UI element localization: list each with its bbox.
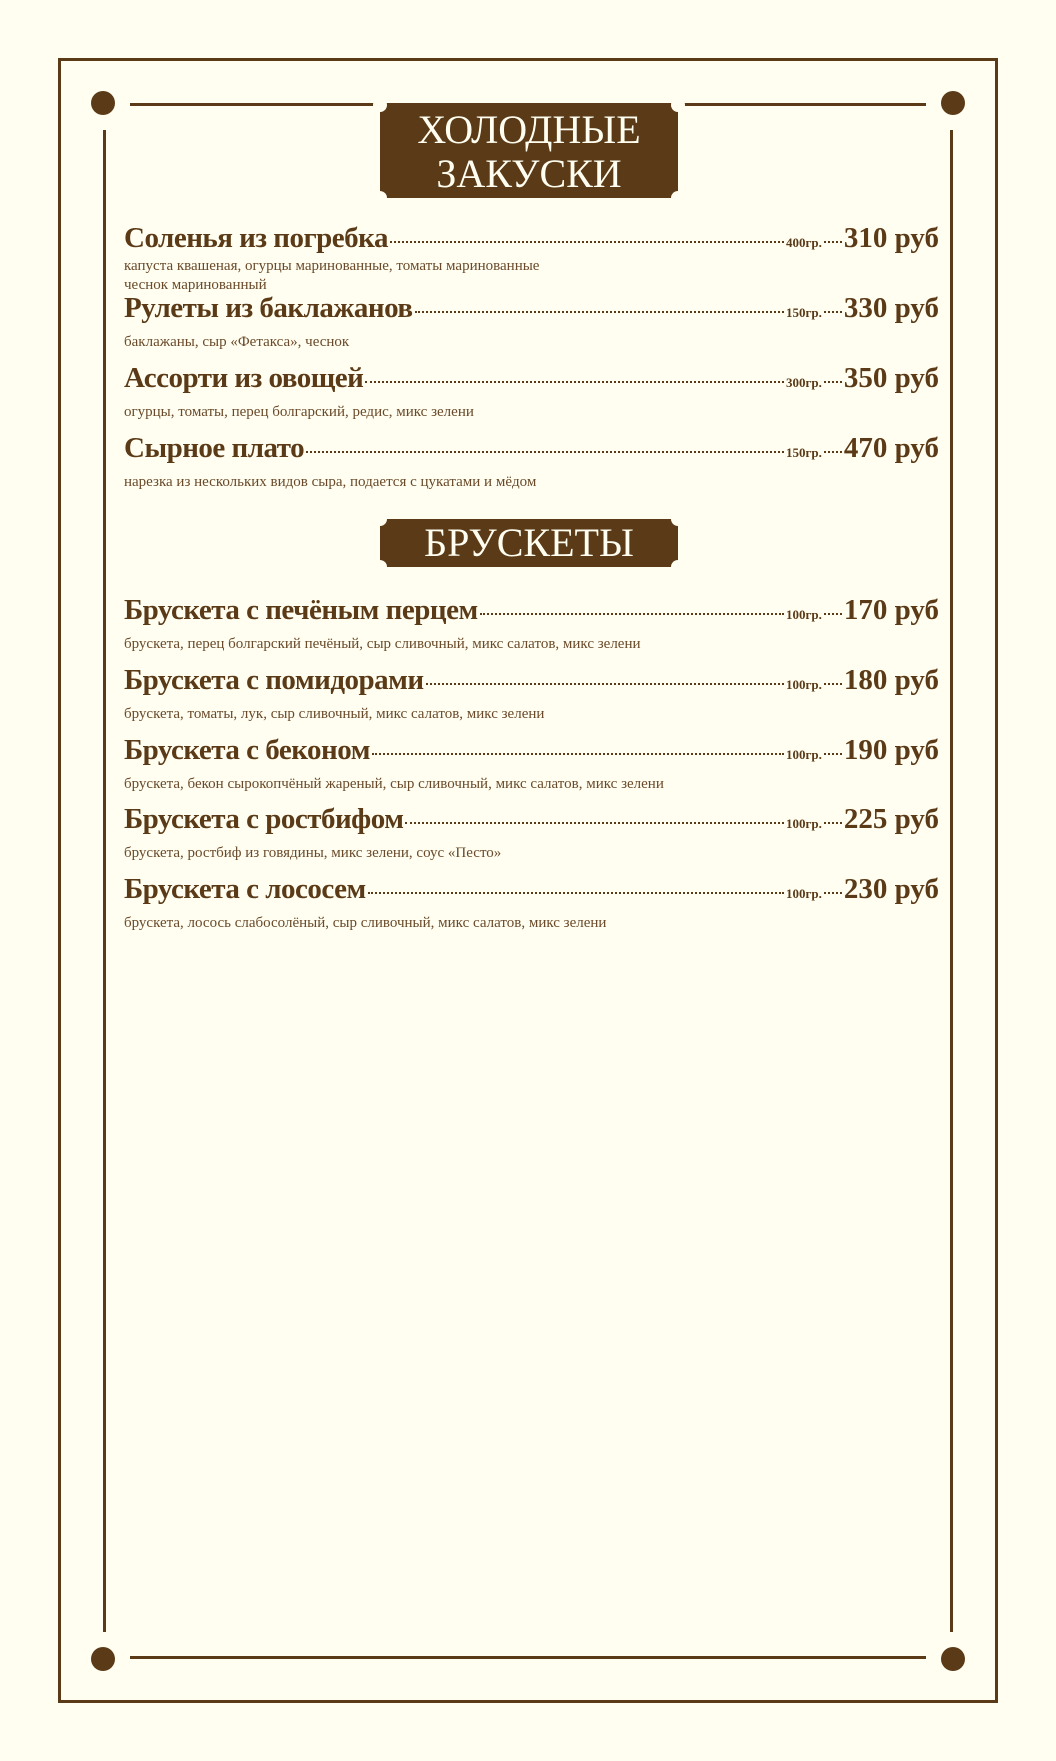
item-description: чеснок маринованный <box>124 277 267 293</box>
menu-item <box>124 432 939 492</box>
dot-leader <box>824 381 842 383</box>
menu-item <box>124 222 939 295</box>
menu-item <box>124 803 939 863</box>
item-name: Брускета с помидорами <box>124 664 424 696</box>
item-weight: 100гр. <box>785 677 822 692</box>
item-name: Брускета с ростбифом <box>124 803 404 835</box>
item-weight: 100гр. <box>785 747 822 762</box>
dot-leader <box>824 613 842 615</box>
item-name: Ассорти из овощей <box>124 362 364 394</box>
corner-ornament <box>91 91 115 115</box>
item-description: нарезка из нескольких видов сыра, подается с цукатами и мёдом <box>124 474 537 490</box>
menu-item <box>124 664 939 724</box>
item-price: 350 руб <box>843 362 939 394</box>
item-weight: 100гр. <box>785 607 822 622</box>
item-description: брускета, томаты, лук, сыр сливочный, микс салатов, микс зелени <box>124 706 545 722</box>
dot-leader <box>824 451 842 453</box>
section-title-line: БРУСКЕТЫ <box>424 520 634 565</box>
item-weight: 150гр. <box>785 445 822 460</box>
item-price: 225 руб <box>843 803 939 835</box>
item-weight: 300гр. <box>785 375 822 390</box>
dot-leader <box>415 311 784 313</box>
item-price: 190 руб <box>843 734 939 766</box>
menu-item <box>124 594 939 654</box>
dot-leader <box>405 822 784 824</box>
item-weight: 100гр. <box>785 816 822 831</box>
dot-leader <box>372 753 784 755</box>
item-weight: 400гр. <box>785 235 822 250</box>
menu-item <box>124 362 939 422</box>
item-description: капуста квашеная, огурцы маринованные, томаты маринованные <box>124 258 540 274</box>
dot-leader <box>390 241 784 243</box>
item-weight: 150гр. <box>785 305 822 320</box>
item-description: брускета, ростбиф из говядины, микс зелени, соус «Песто» <box>124 845 502 861</box>
dot-leader <box>824 822 842 824</box>
dot-leader <box>365 381 784 383</box>
section-title-cold-appetizers <box>380 105 678 198</box>
item-price: 180 руб <box>843 664 939 696</box>
section-title-line: ЗАКУСКИ <box>436 151 622 196</box>
dot-leader <box>426 683 784 685</box>
dot-leader <box>824 892 842 894</box>
dot-leader <box>824 683 842 685</box>
corner-ornament <box>941 1647 965 1671</box>
corner-ornament <box>91 1647 115 1671</box>
item-name: Брускета с беконом <box>124 734 370 766</box>
item-name: Брускета с лососем <box>124 873 366 905</box>
item-name: Сырное плато <box>124 432 305 464</box>
item-description: брускета, лосось слабосолёный, сыр сливочный, микс салатов, микс зелени <box>124 915 607 931</box>
item-price: 470 руб <box>843 432 939 464</box>
item-price: 170 руб <box>843 594 939 626</box>
menu-item <box>124 292 939 352</box>
item-description: брускета, бекон сырокопчёный жареный, сыр сливочный, микс салатов, микс зелени <box>124 776 664 792</box>
item-price: 330 руб <box>843 292 939 324</box>
section-title-bruschetta <box>380 519 678 567</box>
dot-leader <box>824 753 842 755</box>
item-description: огурцы, томаты, перец болгарский, редис, микс зелени <box>124 404 474 420</box>
dot-leader <box>306 451 784 453</box>
item-name: Рулеты из баклажанов <box>124 292 413 324</box>
item-description: баклажаны, сыр «Фетакса», чеснок <box>124 334 350 350</box>
menu-item <box>124 734 939 794</box>
item-weight: 100гр. <box>785 886 822 901</box>
dot-leader <box>368 892 784 894</box>
section-title-line: ХОЛОДНЫЕ <box>417 107 641 152</box>
item-name: Соленья из погребка <box>124 222 388 254</box>
item-price: 230 руб <box>843 873 939 905</box>
dot-leader <box>480 613 784 615</box>
item-price: 310 руб <box>843 222 939 254</box>
menu-item <box>124 873 939 933</box>
dot-leader <box>824 241 842 243</box>
item-description: брускета, перец болгарский печёный, сыр сливочный, микс салатов, микс зелени <box>124 636 641 652</box>
corner-ornament <box>941 91 965 115</box>
dot-leader <box>824 311 842 313</box>
item-name: Брускета с печёным перцем <box>124 594 478 626</box>
